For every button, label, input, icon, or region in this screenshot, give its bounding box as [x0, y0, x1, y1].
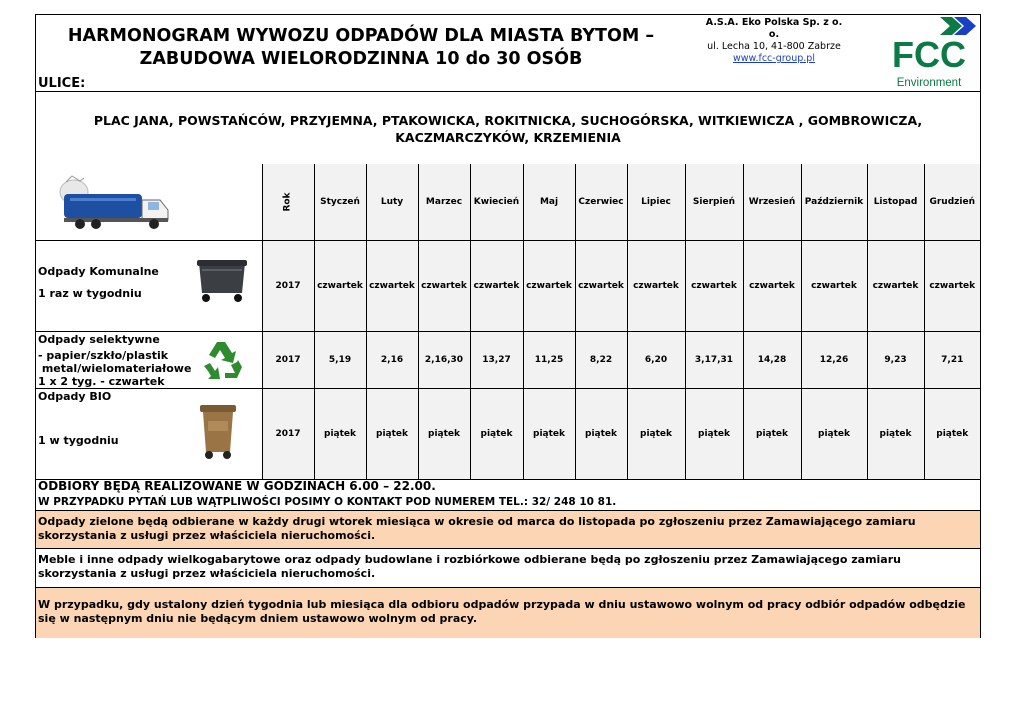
schedule-cell: piątek: [523, 388, 575, 479]
page-title: [36, 25, 686, 71]
recycle-icon: [200, 338, 246, 382]
streets-list: [36, 112, 980, 146]
category-sublabel: - papier/szkło/plastik: [38, 348, 169, 362]
bio-bin-icon: [198, 403, 238, 461]
hours-note: ODBIORY BĘDĄ REALIZOWANE W GODZINACH 6.00 – 22.00.: [38, 479, 436, 493]
schedule-cell: piątek: [314, 388, 366, 479]
table-row: [36, 240, 980, 331]
category-frequency: 1 x 2 tyg. - czwartek: [38, 374, 165, 388]
schedule-cell: piątek: [924, 388, 980, 479]
schedule-cell: piątek: [418, 388, 470, 479]
schedule-cell: czwartek: [575, 240, 627, 331]
schedule-cell: 9,23: [867, 331, 924, 388]
category-cell-selektywne: [36, 331, 262, 388]
truck-cell: [36, 164, 262, 240]
garbage-truck-icon: [56, 174, 176, 230]
company-name: A.S.A. Eko Polska Sp. z o. o.: [705, 17, 843, 40]
bulky-waste-note: Meble i inne odpady wielkogabarytowe oraz odpady budowlane i rozbiórkowe odbierane będą po zgłoszeniu przez Zamawiającego zamiaru skorzystania z usługi przez właściciela nieruchomości.: [38, 553, 901, 580]
schedule-cell: 14,28: [743, 331, 801, 388]
schedule-cell: 3,17,31: [685, 331, 743, 388]
logo-text: FCC: [892, 34, 966, 75]
holidays-note: W przypadku, gdy ustalony dzień tygodnia lub miesiąca dla odbioru odpadów przypada w dniu ustawowo wolnym od pracy odbiór odpadów odbędzie się w następnym dniu nie będącym dniem ustawowo wolnym od pracy.: [36, 588, 980, 638]
year-cell: 2017: [262, 331, 314, 388]
month-header: Marzec: [418, 164, 470, 240]
schedule-cell: piątek: [743, 388, 801, 479]
month-header: Styczeń: [314, 164, 366, 240]
schedule-cell: czwartek: [627, 240, 685, 331]
month-header: Kwiecień: [470, 164, 523, 240]
schedule-cell: piątek: [801, 388, 867, 479]
year-header: Rok: [262, 164, 314, 240]
category-frequency: 1 raz w tygodniu: [38, 286, 142, 300]
schedule-cell: 2,16,30: [418, 331, 470, 388]
category-cell-bio: [36, 388, 262, 479]
title-line-2: ZABUDOWA WIELORODZINNA 10 do 30 OSÓB: [139, 49, 583, 69]
year-cell: 2017: [262, 388, 314, 479]
month-header: Wrzesień: [743, 164, 801, 240]
logo-subtext: Environment: [896, 77, 962, 89]
schedule-cell: 11,25: [523, 331, 575, 388]
company-info: [704, 17, 844, 65]
schedule-cell: czwartek: [743, 240, 801, 331]
category-label: Odpady Komunalne: [38, 264, 159, 278]
streets-line-2: KACZMARCZYKÓW, KRZEMIENIA: [395, 130, 621, 145]
fcc-logo: [882, 17, 980, 91]
company-website-link[interactable]: www.fcc-group.pl: [733, 53, 815, 64]
schedule-cell: czwartek: [418, 240, 470, 331]
streets-label: ULICE:: [38, 76, 86, 91]
category-frequency: 1 w tygodniu: [38, 433, 119, 447]
table-row: [36, 331, 980, 388]
category-label: Odpady BIO: [38, 389, 112, 403]
green-waste-note: Odpady zielone będą odbierane w każdy drugi wtorek miesiąca w okresie od marca do listopada po zgłoszeniu przez Zamawiającego zamiaru skorzystania z usługi przez właściciela nieruchomości.: [36, 511, 980, 548]
year-cell: 2017: [262, 240, 314, 331]
month-header: Sierpień: [685, 164, 743, 240]
month-header: Grudzień: [924, 164, 980, 240]
month-header: Lipiec: [627, 164, 685, 240]
schedule-cell: czwartek: [801, 240, 867, 331]
fcc-logo-graphic: [882, 17, 980, 91]
schedule-cell: 5,19: [314, 331, 366, 388]
schedule-cell: 12,26: [801, 331, 867, 388]
title-line-1: HARMONOGRAM WYWOZU ODPADÓW DLA MIASTA BYTOM –: [67, 26, 655, 46]
schedule-cell: 13,27: [470, 331, 523, 388]
month-header: Maj: [523, 164, 575, 240]
month-header: Czerwiec: [575, 164, 627, 240]
category-label: Odpady selektywne: [38, 332, 160, 346]
waste-container-icon: [196, 257, 248, 303]
schedule-cell: czwartek: [685, 240, 743, 331]
schedule-cell: piątek: [470, 388, 523, 479]
divider: [36, 91, 980, 92]
schedule-cell: czwartek: [924, 240, 980, 331]
contact-note: W PRZYPADKU PYTAŃ LUB WĄTPLIWOŚCI POSIMY O KONTAKT POD NUMEREM TEL.: 32/ 248 10 81.: [38, 496, 617, 508]
schedule-cell: czwartek: [523, 240, 575, 331]
month-header: Październik: [801, 164, 867, 240]
streets-line-1: PLAC JANA, POWSTAŃCÓW, PRZYJEMNA, PTAKOWICKA, ROKITNICKA, SUCHOGÓRSKA, WITKIEWICZA , GOMBROWICZA,: [93, 113, 923, 128]
table-row: [36, 388, 980, 479]
schedule-cell: piątek: [685, 388, 743, 479]
schedule-cell: 6,20: [627, 331, 685, 388]
schedule-sheet: [35, 14, 981, 638]
category-cell-komunalne: [36, 240, 262, 331]
schedule-cell: czwartek: [470, 240, 523, 331]
month-header: Luty: [366, 164, 418, 240]
schedule-cell: 8,22: [575, 331, 627, 388]
schedule-cell: piątek: [575, 388, 627, 479]
schedule-table: [36, 164, 980, 480]
month-header: Listopad: [867, 164, 924, 240]
schedule-cell: czwartek: [314, 240, 366, 331]
schedule-cell: piątek: [627, 388, 685, 479]
category-sublabel: metal/wielomateriałowe: [38, 361, 192, 375]
table-header-row: [36, 164, 980, 240]
schedule-cell: 7,21: [924, 331, 980, 388]
schedule-cell: 2,16: [366, 331, 418, 388]
company-address: ul. Lecha 10, 41-800 Zabrze: [707, 41, 841, 52]
schedule-cell: piątek: [867, 388, 924, 479]
schedule-cell: piątek: [366, 388, 418, 479]
schedule-cell: czwartek: [366, 240, 418, 331]
schedule-cell: czwartek: [867, 240, 924, 331]
